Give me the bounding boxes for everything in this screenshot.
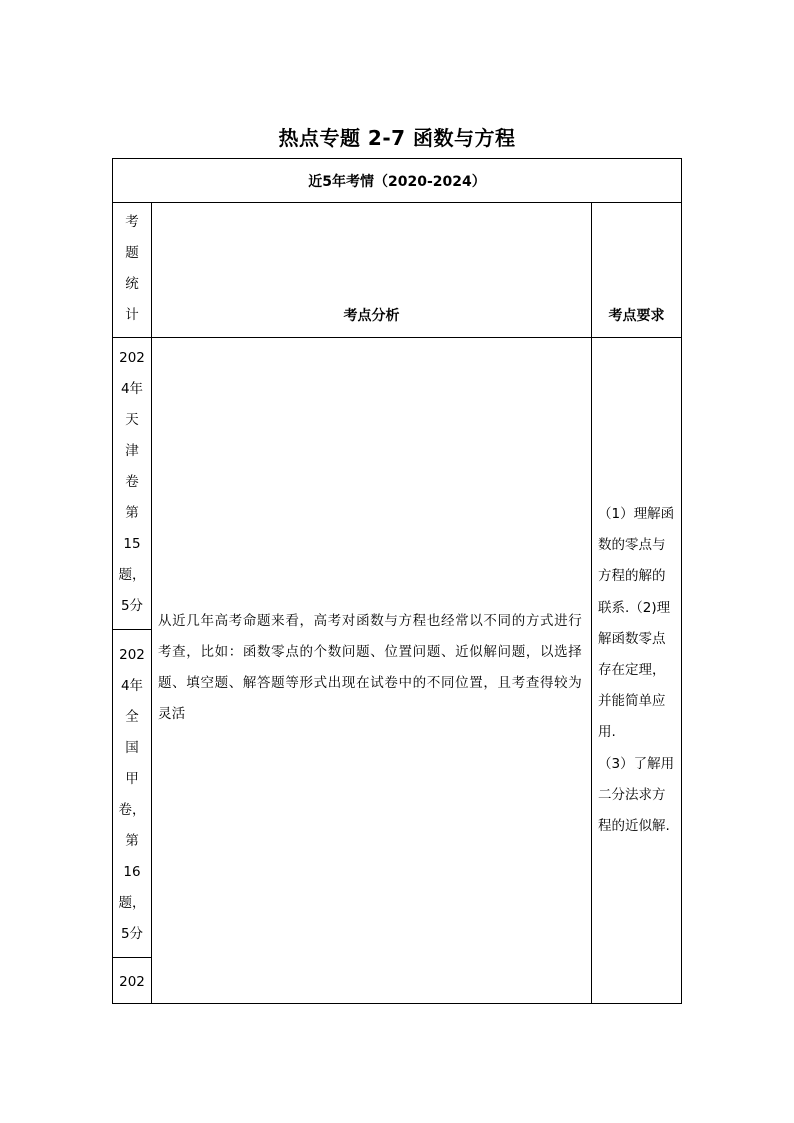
exam-char: 第	[125, 505, 139, 521]
requirement-line: 联系.（2)理	[598, 599, 671, 616]
col-head-exam-stats	[113, 207, 151, 331]
requirement-line: 数的零点与	[598, 537, 666, 554]
col-head-char: 计	[125, 307, 139, 323]
requirement-line: 程的近似解.	[598, 818, 670, 835]
exam-char: 甲	[125, 771, 139, 787]
row-divider	[113, 629, 151, 630]
exam-char: 5分	[120, 926, 144, 942]
table-divider	[113, 202, 681, 203]
exam-char: 题，	[118, 567, 146, 583]
exam-char: 题，	[118, 895, 146, 911]
exam-char: 16	[123, 864, 141, 880]
exam-item-tianjin	[113, 343, 151, 622]
requirements-text	[598, 499, 682, 842]
exam-char: 4年	[120, 678, 144, 694]
requirement-line: 用.	[598, 724, 616, 741]
exam-char: 津	[125, 443, 139, 459]
exam-char: 202	[119, 647, 145, 663]
exam-char: 全	[125, 709, 139, 725]
requirement-line: （1）理解函	[598, 506, 675, 522]
exam-item-3	[113, 967, 151, 998]
exam-char: 5分	[120, 598, 144, 614]
exam-char: 天	[125, 412, 139, 428]
exam-char: 202	[119, 350, 145, 366]
requirement-line: 解函数零点	[598, 630, 666, 647]
col-head-char: 考	[125, 214, 139, 230]
exam-item-national-a	[113, 640, 151, 950]
requirement-line: 存在定理，	[598, 662, 666, 679]
exam-char: 卷，	[118, 802, 146, 818]
exam-char: 第	[125, 833, 139, 849]
col-head-requirements: 考点要求	[608, 308, 665, 324]
requirement-line: 并能简单应	[598, 693, 666, 710]
exam-char: 卷	[125, 474, 139, 490]
requirement-line: 二分法求方	[598, 786, 666, 803]
row-divider	[113, 957, 151, 958]
col-head-char: 统	[125, 276, 139, 292]
exam-char: 15	[123, 536, 141, 552]
col-head-char: 题	[125, 245, 139, 261]
table-divider	[113, 337, 681, 338]
exam-char: 国	[125, 740, 139, 756]
requirement-line: 方程的解的	[598, 568, 666, 585]
exam-char: 202	[119, 974, 145, 990]
exam-table	[112, 158, 682, 1004]
col-head-analysis: 考点分析	[343, 308, 400, 324]
page-title: 热点专题 2-7 函数与方程	[278, 126, 516, 150]
analysis-text: 从近几年高考命题来看，高考对函数与方程也经常以不同的方式进行考查，比如：函数零点的个数问题、位置问题、近似解问题，以选择题、填空题、解答题等形式出现在试卷中的不同位置，且考查得较为灵活	[158, 613, 582, 722]
table-header: 近5年考情（2020-2024）	[308, 173, 486, 190]
requirement-line: （3）了解用	[598, 755, 675, 772]
exam-char: 4年	[120, 381, 144, 397]
